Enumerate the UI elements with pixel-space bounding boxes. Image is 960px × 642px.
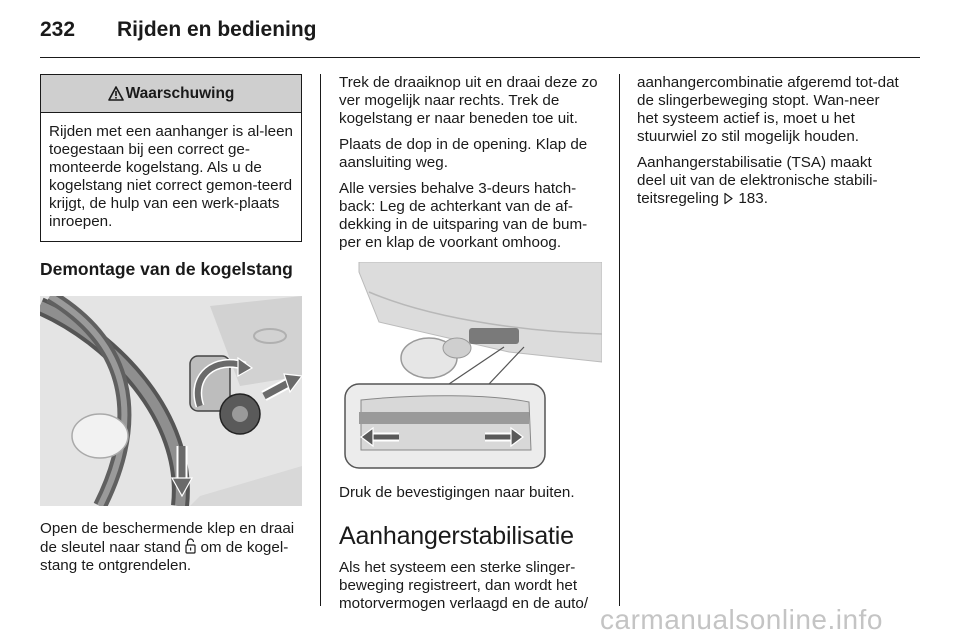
column-2 xyxy=(339,74,602,613)
column-3 xyxy=(637,74,902,208)
page-ref-arrow-icon xyxy=(723,192,734,205)
column-divider-1 xyxy=(320,74,321,606)
unlock-icon xyxy=(185,538,196,554)
towbar-removal-figure xyxy=(40,296,302,506)
page-reference[interactable]: 183. xyxy=(738,190,768,207)
warning-triangle-icon xyxy=(108,86,124,101)
paragraph-4: Als het systeem een sterke slinger-beweging registreert, dan wordt het motorvermogen verlaagd en de auto/ xyxy=(339,559,589,612)
column-1 xyxy=(40,74,302,575)
warning-box xyxy=(40,74,302,242)
section-heading: Demontage van de kogelstang xyxy=(40,259,293,279)
cover-figure xyxy=(339,262,602,472)
warning-text: Rijden met een aanhanger is al-leen toegestaan bij een correct ge-monteerde kogelstang. Als u de kogelstang niet correct gemon-teerd krijgt, de hulp van een werk-plaats inroepen. xyxy=(49,123,294,230)
page-title: Rijden en bediening xyxy=(117,18,317,41)
warning-title: Waarschuwing xyxy=(125,84,235,102)
paragraph-3: Alle versies behalve 3-deurs hatch-back: Leg de achterkant van de af-dekking in de uitsparing van de bum-per en klap de voorkant omhoog. xyxy=(339,180,588,251)
header-rule xyxy=(40,57,920,58)
column-divider-2 xyxy=(619,74,620,606)
page-header xyxy=(40,18,920,48)
paragraph-6-text: Aanhangerstabilisatie (TSA) maakt deel uit van de elektronische stabili-teitsregeling xyxy=(637,154,878,207)
warning-header xyxy=(41,75,301,113)
figure-caption-2: Druk de bevestigingen naar buiten. xyxy=(339,484,575,501)
caption-text-end: om de kogel-stang te ontgrendelen. xyxy=(40,539,289,574)
section-heading-large: Aanhangerstabilisatie xyxy=(339,522,574,550)
figure-caption-1 xyxy=(40,520,302,575)
paragraph-6 xyxy=(637,154,902,208)
page-number: 232 xyxy=(40,18,76,41)
caption-text-start: Open de beschermende klep en draai de sleutel naar stand xyxy=(40,520,295,556)
paragraph-5: aanhangercombinatie afgeremd tot-dat de slingerbeweging stopt. Wan-neer het systeem actief is, moet u het stuurwiel zo stil mogelijk houden. xyxy=(637,74,899,145)
paragraph-2: Plaats de dop in de opening. Klap de aansluiting weg. xyxy=(339,136,588,171)
paragraph-1: Trek de draaiknop uit en draai deze zo ver mogelijk naar rechts. Trek de kogelstang er naar beneden toe uit. xyxy=(339,74,598,127)
watermark: carmanualsonline.info xyxy=(600,604,883,635)
